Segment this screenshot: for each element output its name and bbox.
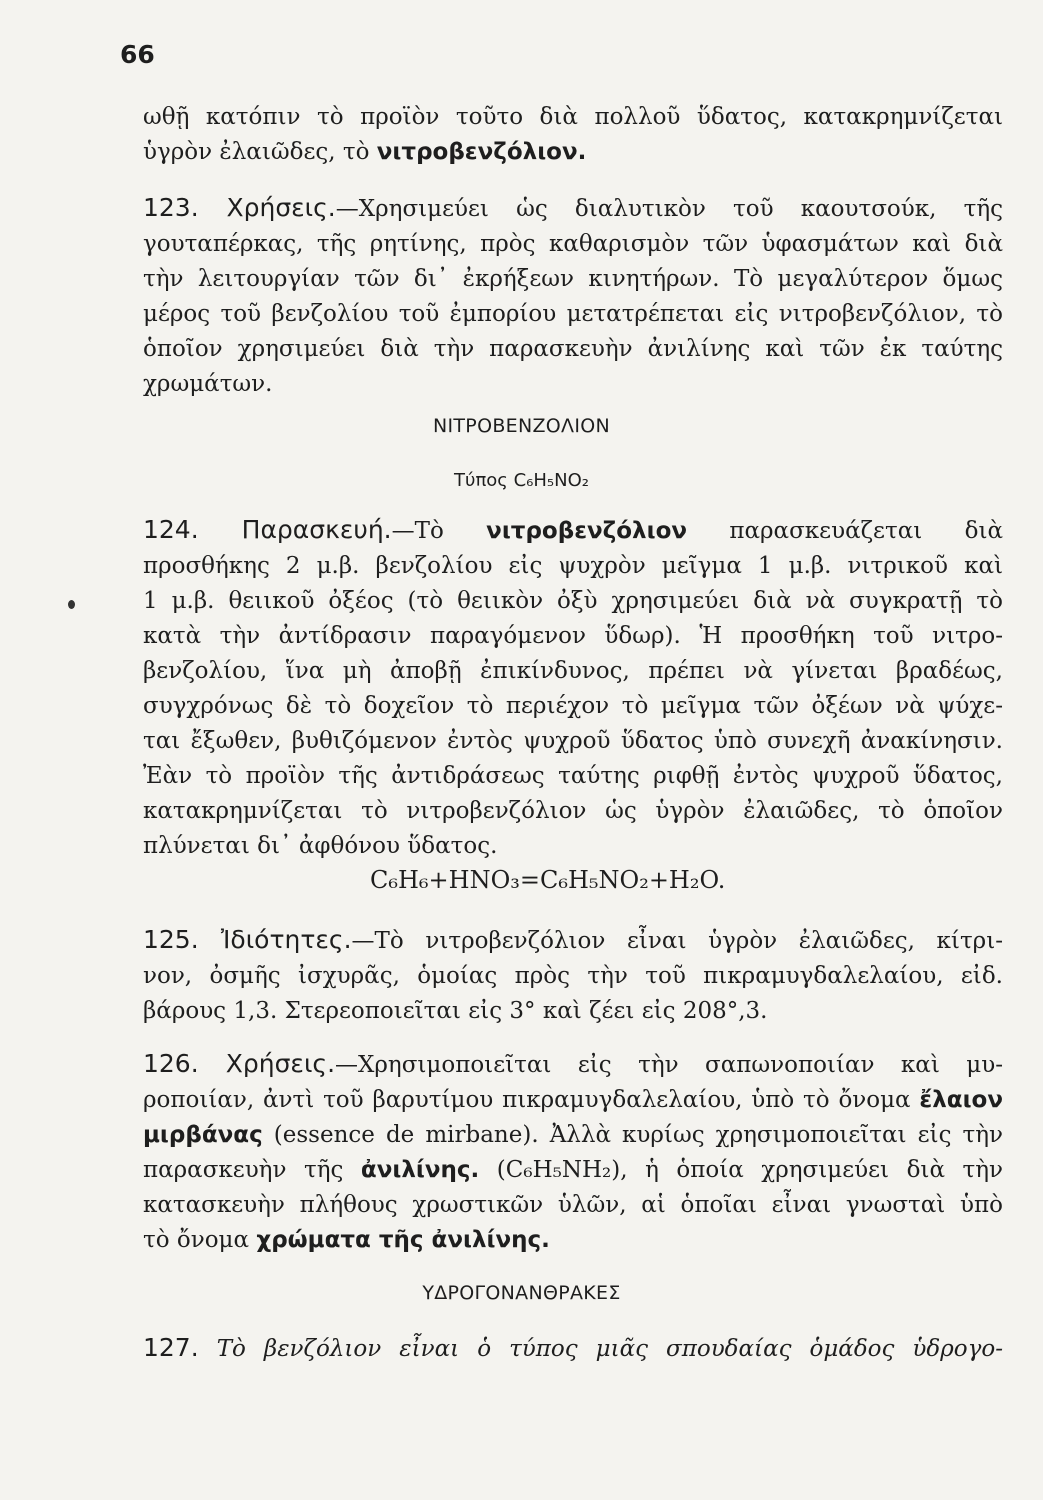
text-line: χρωμάτων. — [143, 371, 273, 397]
section-125 — [143, 922, 1003, 1029]
text-line: γουταπέρκας, τῆς ρητίνης, πρὸς καθαρισμὸν τῶν ὑφασμάτων καὶ διὰ — [143, 231, 1003, 257]
text-line: ωθῇ κατόπιν τὸ προϊὸν τοῦτο διὰ πολλοῦ ὕδατος, κατακρημνίζεται — [143, 104, 1003, 130]
text-line: μιρβάνας (essence de mirbane). Ἀλλὰ κυρίως χρησιμοποιεῖται εἰς τὴν — [143, 1122, 1003, 1148]
bold-term: ἔλαιον — [919, 1087, 1003, 1113]
section-123 — [143, 190, 1003, 402]
text-line: Ἐὰν τὸ προϊὸν τῆς ἀντιδράσεως ταύτης ριφθῇ ἐντὸς ψυχροῦ ὕδατος, — [143, 763, 1003, 789]
text-line: τὴν λειτουργίαν τῶν δι᾽ ἐκρήξεων κινητήρων. Τὸ μεγαλύτερον ὅμως — [143, 266, 1003, 292]
text-line: 1 μ.β. θειικοῦ ὀξέος (τὸ θειικὸν ὀξὺ χρησιμεύει διὰ νὰ συγκρατῇ τὸ — [143, 588, 1003, 614]
text-line: κατὰ τὴν ἀντίδρασιν παραγόμενον ὕδωρ). Ἡ προσθήκη τοῦ νιτρο- — [143, 623, 1003, 649]
text-line: πλύνεται δι᾽ ἀφθόνου ὕδατος. — [143, 833, 498, 859]
bold-term: χρώματα τῆς ἀνιλίνης. — [256, 1227, 550, 1253]
page-number: 66 — [120, 40, 155, 69]
bold-term: νιτροβενζόλιον — [486, 518, 688, 544]
section-124 — [143, 512, 1003, 864]
text-line: προσθήκης 2 μ.β. βενζολίου εἰς ψυχρὸν μεῖγμα 1 μ.β. νιτρικοῦ καὶ — [143, 553, 1003, 579]
section-127 — [143, 1330, 1003, 1367]
section-heading: 126. Χρήσεις. — [143, 1049, 336, 1078]
text-line: 125. Ἰδιότητες.—Τὸ νιτροβενζόλιον εἶναι ὑγρὸν ἐλαιῶδες, κίτρι- — [143, 925, 1003, 954]
bold-term: μιρβάνας — [143, 1122, 263, 1148]
text-line: κατασκευὴν πλήθους χρωστικῶν ὑλῶν, αἱ ὁποῖαι εἶναι γνωσταὶ ὑπὸ — [143, 1192, 1003, 1218]
text-line: 124. Παρασκευή.—Τὸ νιτροβενζόλιον παρασκευάζεται διὰ — [143, 515, 1003, 544]
text-line: ροποιίαν, ἀντὶ τοῦ βαρυτίμου πικραμυγδαλελαίου, ὑπὸ τὸ ὄνομα ἔλαιον — [143, 1087, 1003, 1113]
text-line: τὸ ὄνομα χρώματα τῆς ἀνιλίνης. — [143, 1227, 550, 1253]
text-line: παρασκευὴν τῆς ἀνιλίνης. (C₆H₅NH₂), ἡ ὁποία χρησιμεύει διὰ τὴν — [143, 1157, 1003, 1183]
heading-hydrocarbons: ΥΔΡΟΓΟΝΑΝΘΡΑΚΕΣ — [422, 1282, 621, 1304]
text-line: νον, ὀσμῆς ἰσχυρᾶς, ὁμοίας πρὸς τὴν τοῦ πικραμυγδαλελαίου, εἰδ. — [143, 963, 1003, 989]
text-line: ται ἔξωθεν, βυθιζόμενον ἐντὸς ψυχροῦ ὕδατος ὑπὸ συνεχῆ ἀνακίνησιν. — [143, 728, 1003, 754]
text-line: βενζολίου, ἵνα μὴ ἀποβῇ ἐπικίνδυνος, πρέπει νὰ γίνεται βραδέως, — [143, 658, 1003, 684]
bold-term: ἀνιλίνης. — [360, 1157, 480, 1183]
text-line: ὑγρὸν ἐλαιῶδες, τὸ νιτροβενζόλιον. — [143, 139, 587, 165]
ink-spot — [68, 600, 75, 609]
text-line: 126. Χρήσεις.—Χρησιμοποιεῖται εἰς τὴν σαπωνοποιίαν καὶ μυ- — [143, 1049, 1003, 1078]
text-line: κατακρημνίζεται τὸ νιτροβενζόλιον ὡς ὑγρὸν ἐλαιῶδες, τὸ ὁποῖον — [143, 798, 1003, 824]
formula-type: Τύπος C₆H₅NO₂ — [454, 470, 589, 491]
bold-term: νιτροβενζόλιον. — [376, 139, 587, 165]
heading-nitrobenzene: ΝΙΤΡΟΒΕΝΖΟΛΙΟΝ — [432, 415, 611, 437]
intro-paragraph — [143, 100, 1003, 170]
text-line: ὁποῖον χρησιμεύει διὰ τὴν παρασκευὴν ἀνιλίνης καὶ τῶν ἐκ ταύτης — [143, 336, 1003, 362]
text-line: 127. Τὸ βενζόλιον εἶναι ὁ τύπος μιᾶς σπουδαίας ὁμάδος ὑδρογο- — [143, 1333, 1003, 1362]
chemical-equation: C₆H₆+HNO₃=C₆H₅NO₂+H₂O. — [370, 866, 726, 894]
text-line: μέρος τοῦ βενζολίου τοῦ ἐμπορίου μετατρέπεται εἰς νιτροβενζόλιον, τὸ — [143, 301, 1003, 327]
section-heading: 123. Χρήσεις. — [143, 193, 336, 222]
section-heading: 127. — [143, 1333, 199, 1362]
text-line: συγχρόνως δὲ τὸ δοχεῖον τὸ περιέχον τὸ μεῖγμα τῶν ὀξέων νὰ ψύχε- — [143, 693, 1003, 719]
section-heading: 125. Ἰδιότητες. — [143, 925, 352, 954]
section-126 — [143, 1046, 1003, 1258]
text-line: βάρους 1,3. Στερεοποιεῖται εἰς 3° καὶ ζέει εἰς 208°,3. — [143, 998, 768, 1024]
text-line: 123. Χρήσεις.—Χρησιμεύει ὡς διαλυτικὸν τοῦ καουτσούκ, τῆς — [143, 193, 1003, 222]
section-heading: 124. Παρασκευή. — [143, 515, 392, 544]
